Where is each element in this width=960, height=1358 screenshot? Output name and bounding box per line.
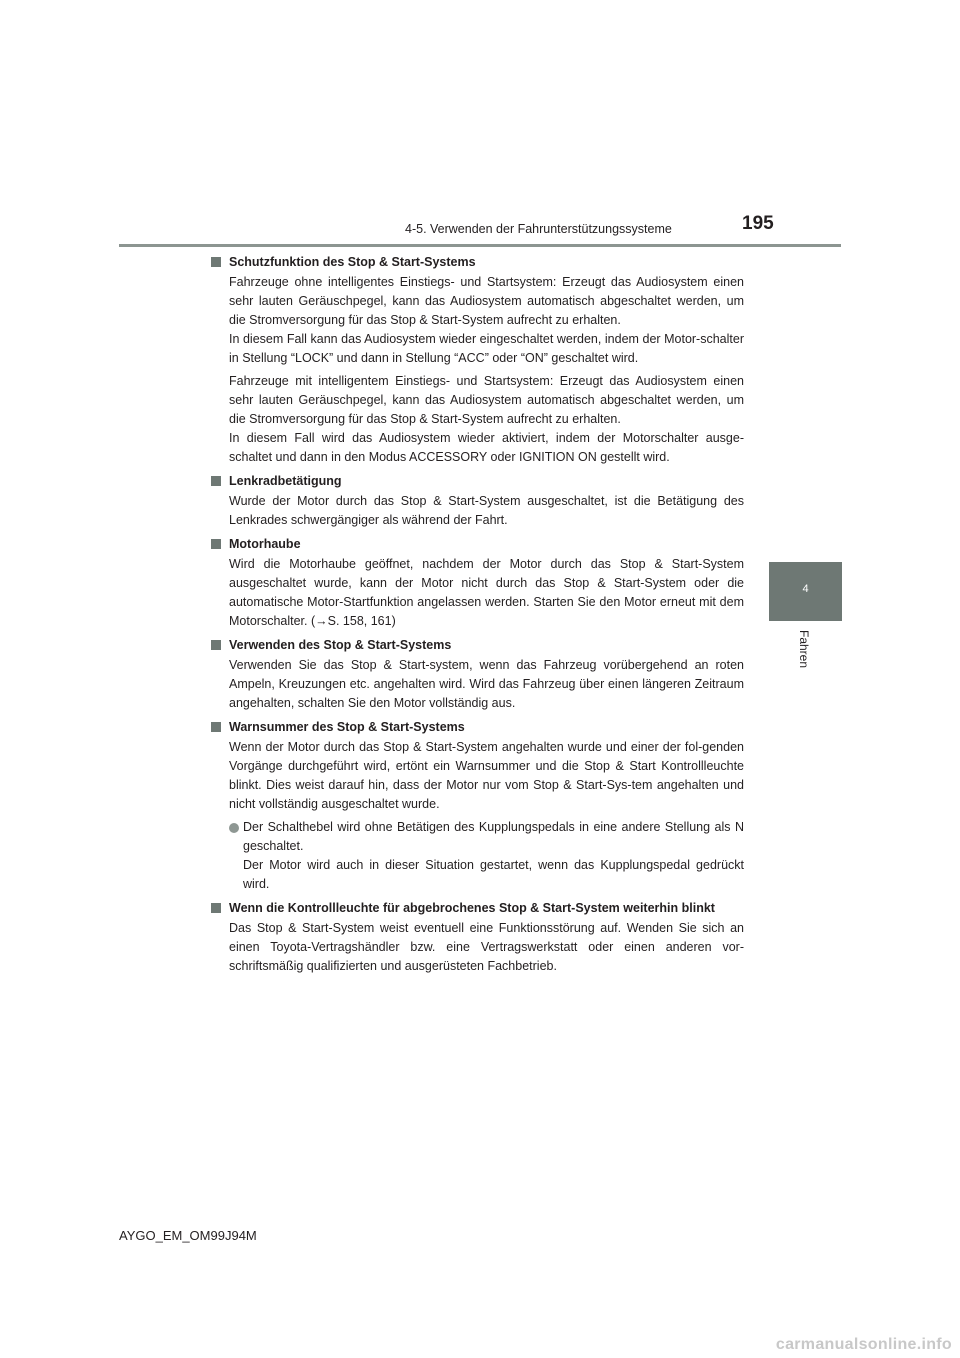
section-verwenden [211,636,744,713]
paragraph: Fahrzeuge ohne intelligentes Einstiegs- und Startsystem: Erzeugt das Audiosystem einen sehr lauten Geräuschpegel, kann das Audiosystem automatisch abgeschaltet werden, um die Stromversorgung für das Stop & Start-System aufrecht zu erhalten. [229,275,744,327]
paragraph: In diesem Fall kann das Audiosystem wieder eingeschaltet werden, indem der Motor-schalter in Stellung “LOCK” und dann in Stellung “ACC” oder “ON” geschaltet wird. [229,332,744,365]
paragraph: Wird die Motorhaube geöffnet, nachdem der Motor durch das Stop & Start-System ausgeschaltet wurde, kann der Motor nicht durch das Stop & Start-System oder die automatische Motor-Startfunktion angelassen werden. Starten Sie den Motor erneut mit dem Motorschalter. (→S. 158, 161) [229,557,744,628]
paragraph: In diesem Fall wird das Audiosystem wieder aktiviert, indem der Motorschalter ausge-schaltet und dann in den Modus ACCESSORY oder IGNITION ON gestellt wird. [229,431,744,464]
section-heading: Schutzfunktion des Stop & Start-Systems [211,253,744,271]
square-bullet-icon [211,476,221,486]
chapter-tab [769,562,842,621]
square-bullet-icon [211,539,221,549]
paragraph: Das Stop & Start-System weist eventuell eine Funktionsstörung auf. Wenden Sie sich an einen Toyota-Vertragshändler bzw. eine Vertragswerkstatt oder einen anderen vor-schriftsmäßig qualifizierten und ausgerüsteten Fachbetrieb. [229,921,744,973]
document-code: AYGO_EM_OM99J94M [119,1228,257,1243]
section-lenkrad [211,472,744,530]
square-bullet-icon [211,722,221,732]
section-kontrollleuchte [211,899,744,976]
section-schutzfunktion [211,253,744,467]
header-section-title: 4-5. Verwenden der Fahrunterstützungssysteme [405,222,672,236]
section-heading: Warnsummer des Stop & Start-Systems [211,718,744,736]
list-item-note: Der Motor wird auch in dieser Situation gestartet, wenn das Kupplungspedal gedrückt wird. [243,858,744,891]
paragraph: Verwenden Sie das Stop & Start-system, wenn das Fahrzeug vorübergehend an roten Ampeln, Kreuzungen etc. angehalten wird. Wird das Fahrzeug über einen längeren Zeitraum angehalten, schalten Sie den Motor vollständig aus. [229,658,744,710]
square-bullet-icon [211,903,221,913]
section-heading: Verwenden des Stop & Start-Systems [211,636,744,654]
header-rule [119,244,841,247]
page-number: 195 [742,213,774,234]
section-motorhaube [211,535,744,631]
section-heading: Wenn die Kontrollleuchte für abgebrochenes Stop & Start-System weiterhin blinkt [211,899,744,917]
square-bullet-icon [211,257,221,267]
list-item-text: Der Schalthebel wird ohne Betätigen des Kupplungspedals in eine andere Stellung als N geschaltet. [243,820,744,853]
chapter-tab-number: 4 [802,583,809,595]
section-heading: Motorhaube [211,535,744,553]
page-content [211,253,744,981]
section-warnsummer [211,718,744,894]
round-bullet-icon [229,823,239,833]
paragraph: Wurde der Motor durch das Stop & Start-System ausgeschaltet, ist die Betätigung des Lenkrades schwergängiger als während der Fahrt. [229,494,744,527]
chapter-tab-label: Fahren [797,630,811,669]
watermark: carmanualsonline.info [775,1336,952,1353]
paragraph: Fahrzeuge mit intelligentem Einstiegs- und Startsystem: Erzeugt das Audiosystem einen sehr lauten Geräuschpegel, kann das Audiosystem automatisch abgeschaltet werden, um die Stromversorgung für das Stop & Start-System aufrecht zu erhalten. [229,374,744,426]
list-item [211,818,744,894]
section-heading: Lenkradbetätigung [211,472,744,490]
paragraph: Wenn der Motor durch das Stop & Start-System angehalten wurde und einer der fol-genden Vorgänge durchgeführt wird, ertönt ein Warnsummer und die Stop & Start Kontrollleuchte blinkt. Dies weist darauf hin, dass der Motor nur vom Stop & Start-Sys-tem angehalten und nicht vollständig ausgeschaltet wurde. [229,740,744,811]
square-bullet-icon [211,640,221,650]
